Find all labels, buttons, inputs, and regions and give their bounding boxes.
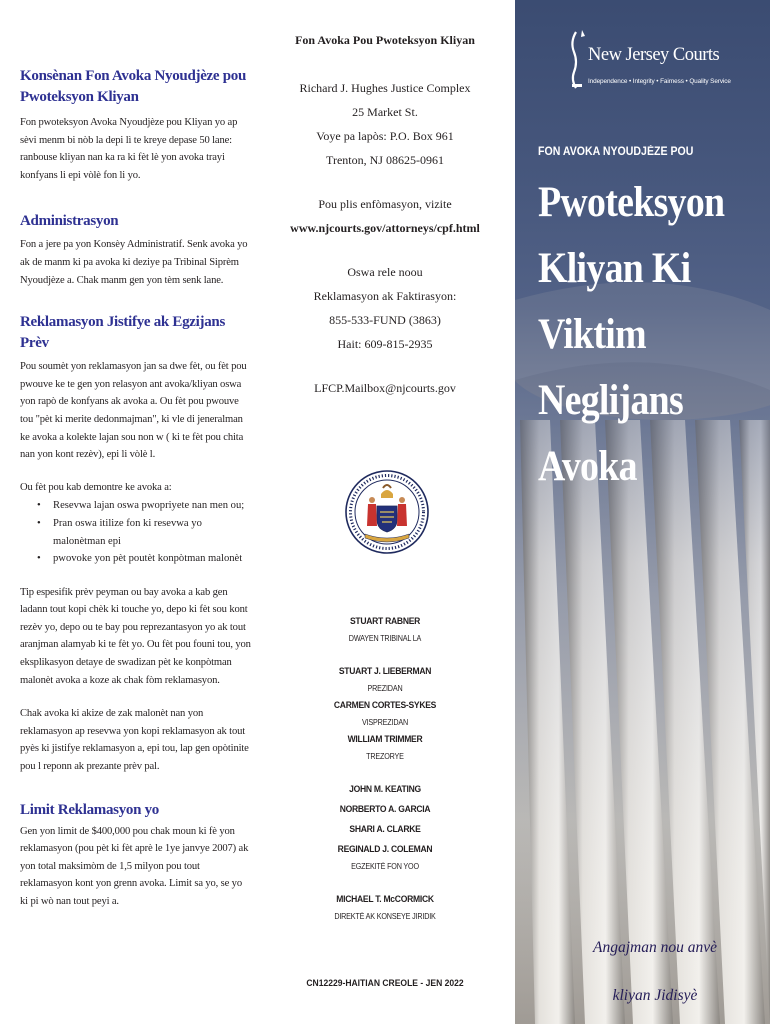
left-column	[20, 66, 252, 911]
info-label: Pou plis enfòmasyon, vizite	[318, 197, 452, 211]
official-name: CARMEN CORTES-SYKES	[333, 700, 437, 711]
section-title-claims: Reklamasyon Jistifye ak Egzijans Prèv	[20, 314, 225, 352]
section-body-claims-1: Pou soumèt yon reklamasyon jan sa dwe fèt, ou fèt pou pwouve ke te gen yon relasyon ant avoka/kliyan oswa yon rapò de konfyans ak avoka a. Ou fèt pou pwouve tou "pèt ki merite dedonmajman", ki vle di jeneralman ke avoka a kolekte lajan sou non w ( ki te fèt pou chita nan yon kont rezèv), epi li vòlè l.	[20, 361, 247, 461]
website-link[interactable]: www.njcourts.gov/attorneys/cpf.html	[290, 221, 480, 235]
official-name: MICHAEL T. McCORMICK	[336, 894, 434, 905]
section-body-administration: Fon a jere pa yon Konsèy Administratif. Senk avoka yo ak de manm ki pa avoka ki deziye pa Tribinal Siprèm Nyoudjèze a. Chak manm gen yon tèm senk lane.	[20, 239, 248, 286]
email-link[interactable]: LFCP.Mailbox@njcourts.gov	[314, 381, 456, 395]
official-title: EGZEKITÈ FON YOO	[351, 862, 419, 871]
document-code: CN12229-HAITIAN CREOLE - JEN 2022	[306, 978, 464, 989]
section-title-limits: Limit Reklamasyon yo	[20, 801, 160, 818]
official-name: SHARI A. CLARKE	[349, 824, 421, 835]
section-body-limits: Gen yon limit de $400,000 pou chak moun ki fè yon reklamasyon (pou pèt ki fèt aprè le 1ye janvye 2007) ak yon total maksimòm de 1,5 milyon pou tout reklamasyon kont yon grenn avoka. Limit sa yo, se yo ki pi wò nan tout peyi a.	[20, 825, 249, 907]
address-line: Richard J. Hughes Justice Complex	[299, 81, 471, 95]
address-line: 25 Market St.	[352, 105, 418, 119]
official-title: PREZIDAN	[367, 684, 403, 693]
official-title: TREZORYE	[366, 752, 404, 761]
official-name: NORBERTO A. GARCIA	[339, 804, 431, 815]
requirements-list	[20, 497, 252, 567]
cover-tagline: Angajman nou anvè kliyan Jidisyè	[593, 939, 717, 1004]
cover-title: Pwoteksyon Kliyan Ki Viktim Neglijans Avoka	[538, 179, 725, 490]
section-title-administration: Administrasyon	[20, 213, 119, 230]
official-name: REGINALD J. COLEMAN	[337, 844, 433, 855]
address-line: Voye pa lapòs: P.O. Box 961	[316, 129, 454, 143]
list-item: • pwovoke yon pèt poutèt konpòtman malonèt	[37, 553, 243, 565]
section-body-claims-4: Chak avoka ki akize de zak malonèt nan yon reklamasyon ap resevwa yon kopi reklamasyon ak tout pyès ki jistifye reklamasyon a, epi tou, lap gen opòtinite pou l reponn ak prezante prèv pal.	[20, 708, 249, 773]
section-body-claims-3: Tip espesifik prèv peyman ou bay avoka a kab gen ladann tout kopi chèk ki touche yo, depo ki fèt sou kont rezèv yo, depo ou te bay pou reprezantasyon yo ak tout aranjman alamyab ki te fèt yo. Ou fèt pou founi tou, yon eksplikasyon detaye de swadizan pèt ke konpòtman malonèt avoka a koze ak chak fòm reklamasyon.	[20, 586, 251, 686]
official-name: WILLIAM TRIMMER	[347, 734, 423, 745]
cover-kicker: FON AVOKA NYOUDJÈZE POU	[538, 146, 694, 158]
phone-haiti: Hait: 609-815-2935	[337, 337, 433, 351]
list-item: • Resevwa lajan oswa pwopriyete nan men ou;	[37, 500, 245, 512]
official-name: STUART J. LIEBERMAN	[338, 666, 432, 677]
official-title: DIREKTÈ AK KONSEYE JIRIDIK	[334, 912, 436, 921]
logo-name: New Jersey Courts	[588, 45, 720, 65]
call-label: Oswa rele noou	[347, 265, 423, 279]
officials-list	[268, 612, 502, 924]
official-name: JOHN M. KEATING	[349, 784, 421, 795]
address-line: Trenton, NJ 08625-0961	[326, 153, 444, 167]
list-item: • Pran oswa itilize fon ki resevwa yo malonètman epi	[37, 517, 202, 547]
state-seal-icon	[345, 470, 429, 554]
phone-fund: 855-533-FUND (3863)	[329, 313, 441, 327]
contact-heading: Fon Avoka Pou Pwoteksyon Kliyan	[295, 33, 475, 47]
official-title: DWAYEN TRIBINAL LA	[348, 634, 422, 643]
claims-label: Reklamasyon ak Faktirasyon:	[313, 289, 457, 303]
official-title: VISPREZIDAN	[361, 718, 409, 727]
section-body-claims-2: Ou fèt pou kab demontre ke avoka a:	[20, 481, 172, 493]
logo-tagline: Independence • Integrity • Fairness • Quality Service	[588, 78, 731, 85]
address-block	[268, 76, 502, 172]
contact-column	[268, 30, 502, 400]
section-title-about: Konsènan Fon Avoka Nyoudjèze pou Pwoteksyon Kliyan	[20, 68, 246, 105]
official-name: STUART RABNER	[349, 616, 421, 627]
section-body-about: Fon pwoteksyon Avoka Nyoudjèze pou Kliyan yo ap sèvi menm bi nòb la depi lì te kreye depase 50 lane: ranbouse kliyan nan ka ra ki fèt lè yon avoka trayi konfyans li epi vòlè fon li yo.	[20, 117, 238, 181]
